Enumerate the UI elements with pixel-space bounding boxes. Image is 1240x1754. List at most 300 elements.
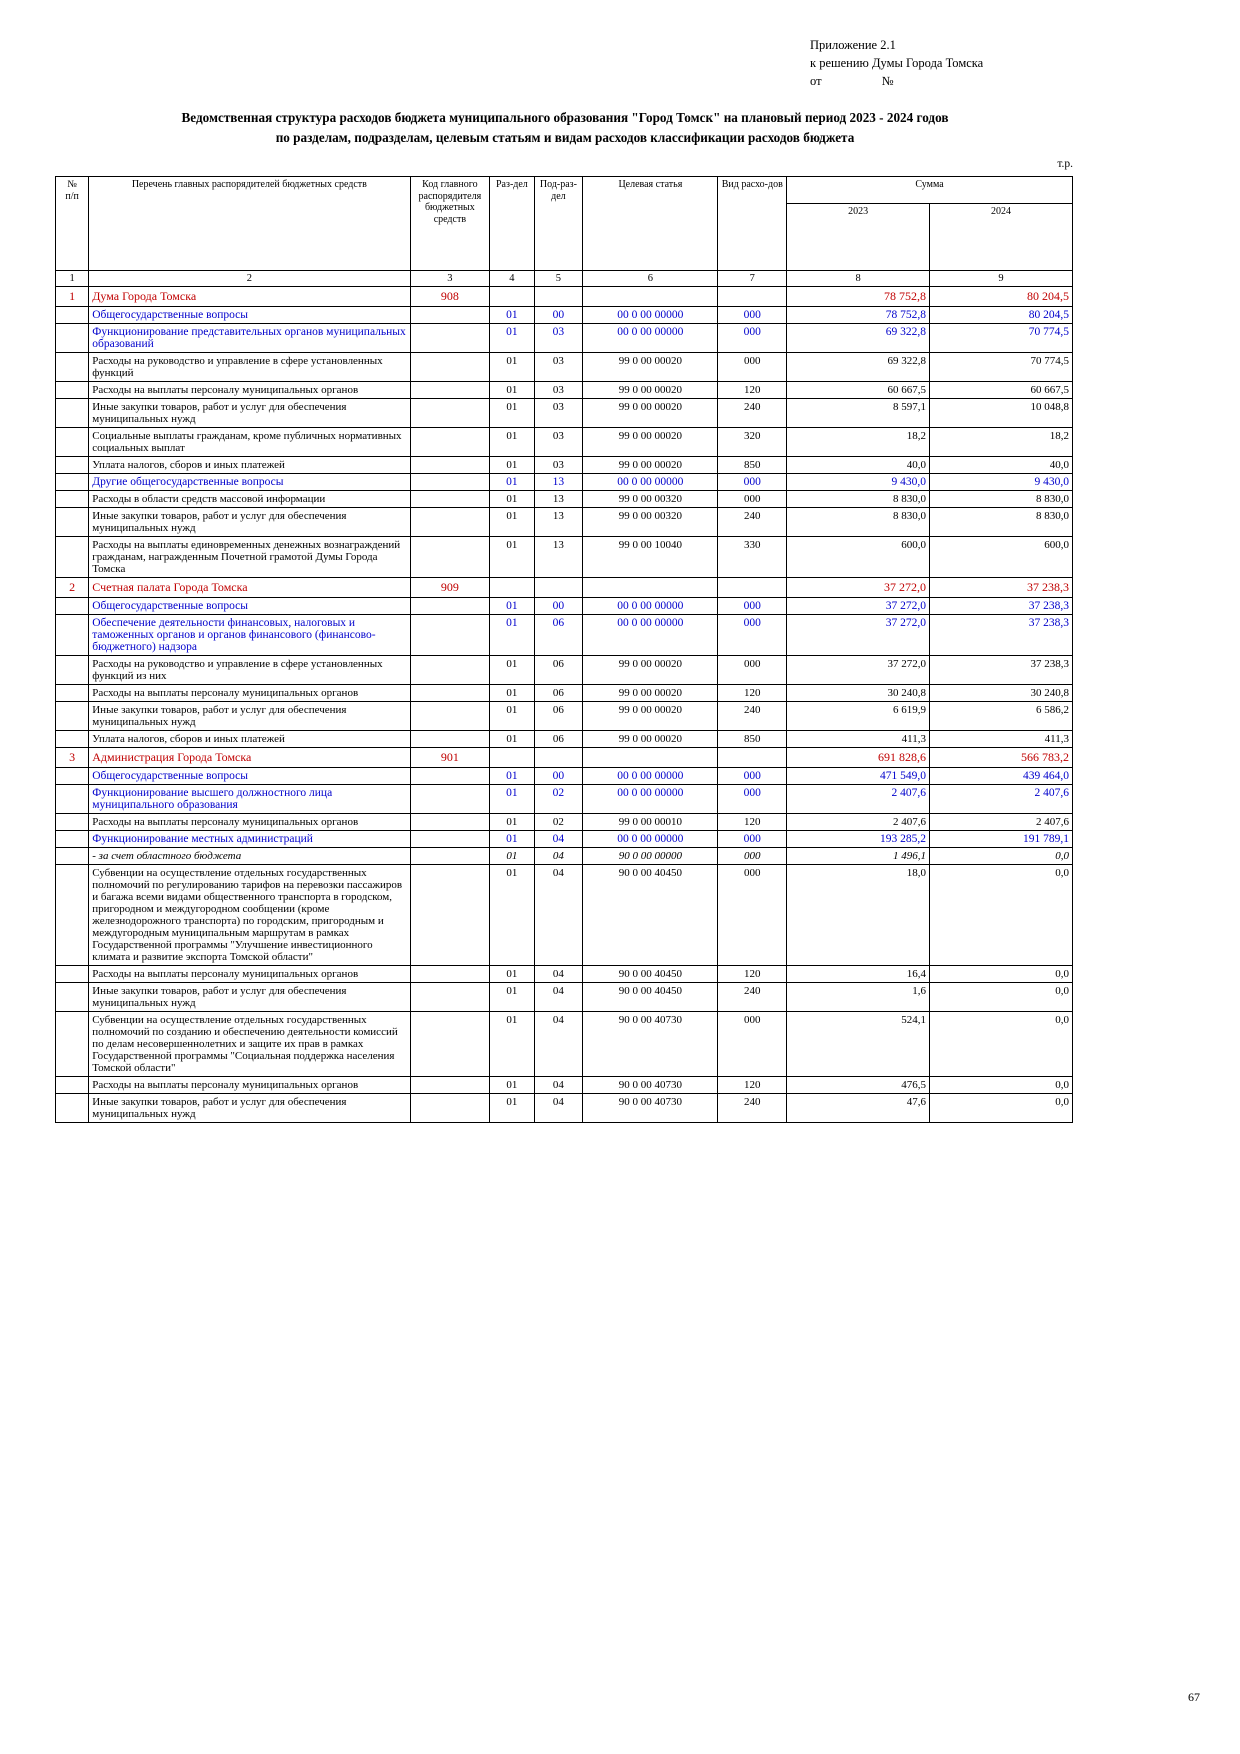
cell-name: Другие общегосударственные вопросы (89, 474, 410, 491)
cell-razdel (490, 748, 534, 768)
cell-razdel: 01 (490, 1077, 534, 1094)
cell-podrazdel: 02 (534, 785, 583, 814)
cell-expense-type: 240 (718, 983, 787, 1012)
cell-row-number (56, 508, 89, 537)
cell-amount-2023: 69 322,8 (787, 324, 930, 353)
cell-razdel: 01 (490, 307, 534, 324)
cell-amount-2023: 8 830,0 (787, 508, 930, 537)
cell-razdel (490, 287, 534, 307)
cell-podrazdel: 13 (534, 491, 583, 508)
cell-target-article: 00 0 00 00000 (583, 768, 718, 785)
cell-chief-code (410, 831, 490, 848)
cell-expense-type: 320 (718, 428, 787, 457)
table-column-numbers-row (56, 271, 1073, 287)
cell-chief-code (410, 785, 490, 814)
cell-row-number (56, 785, 89, 814)
cell-name: Функционирование представительных органов муниципальных образований (89, 324, 410, 353)
cell-razdel: 01 (490, 508, 534, 537)
header-razdel: Раз-дел (490, 177, 534, 271)
table-row (56, 768, 1073, 785)
cell-amount-2023: 2 407,6 (787, 814, 930, 831)
cell-podrazdel: 06 (534, 731, 583, 748)
cell-chief-code (410, 814, 490, 831)
cell-chief-code (410, 685, 490, 702)
cell-razdel: 01 (490, 731, 534, 748)
cell-amount-2024: 191 789,1 (930, 831, 1073, 848)
cell-target-article: 90 0 00 00000 (583, 848, 718, 865)
cell-amount-2023: 78 752,8 (787, 287, 930, 307)
table-row (56, 1094, 1073, 1123)
cell-row-number: 2 (56, 578, 89, 598)
cell-expense-type: 120 (718, 1077, 787, 1094)
cell-amount-2024: 60 667,5 (930, 382, 1073, 399)
cell-podrazdel: 04 (534, 966, 583, 983)
cell-target-article: 00 0 00 00000 (583, 785, 718, 814)
cell-name: Расходы на выплаты персоналу муниципальных органов (89, 814, 410, 831)
cell-razdel: 01 (490, 966, 534, 983)
cell-expense-type: 000 (718, 615, 787, 656)
cell-name: Уплата налогов, сборов и иных платежей (89, 457, 410, 474)
cell-chief-code (410, 966, 490, 983)
cell-amount-2023: 37 272,0 (787, 656, 930, 685)
cell-chief-code (410, 428, 490, 457)
cell-razdel: 01 (490, 1094, 534, 1123)
colnum-8: 8 (787, 271, 930, 287)
colnum-2: 2 (89, 271, 410, 287)
cell-amount-2024: 37 238,3 (930, 615, 1073, 656)
table-row (56, 307, 1073, 324)
cell-chief-code (410, 508, 490, 537)
cell-target-article: 00 0 00 00000 (583, 598, 718, 615)
page-title (55, 108, 1075, 149)
cell-amount-2023: 1 496,1 (787, 848, 930, 865)
cell-amount-2024: 37 238,3 (930, 598, 1073, 615)
cell-amount-2023: 6 619,9 (787, 702, 930, 731)
cell-target-article: 99 0 00 00020 (583, 382, 718, 399)
cell-target-article: 99 0 00 00320 (583, 508, 718, 537)
cell-row-number (56, 685, 89, 702)
header-expense-type: Вид расхо-дов (718, 177, 787, 271)
cell-amount-2023: 691 828,6 (787, 748, 930, 768)
cell-amount-2024: 40,0 (930, 457, 1073, 474)
cell-row-number (56, 814, 89, 831)
cell-podrazdel: 00 (534, 768, 583, 785)
cell-target-article (583, 578, 718, 598)
cell-expense-type: 240 (718, 702, 787, 731)
cell-amount-2024: 2 407,6 (930, 814, 1073, 831)
cell-target-article: 90 0 00 40450 (583, 983, 718, 1012)
table-row (56, 287, 1073, 307)
table-row (56, 966, 1073, 983)
colnum-9: 9 (930, 271, 1073, 287)
cell-amount-2023: 78 752,8 (787, 307, 930, 324)
cell-name: Функционирование местных администраций (89, 831, 410, 848)
cell-expense-type (718, 578, 787, 598)
cell-razdel: 01 (490, 685, 534, 702)
cell-row-number (56, 307, 89, 324)
cell-razdel: 01 (490, 428, 534, 457)
cell-chief-code (410, 324, 490, 353)
cell-expense-type: 000 (718, 353, 787, 382)
cell-podrazdel: 04 (534, 983, 583, 1012)
cell-target-article: 90 0 00 40450 (583, 865, 718, 966)
cell-amount-2024: 70 774,5 (930, 353, 1073, 382)
cell-podrazdel: 04 (534, 1094, 583, 1123)
cell-row-number (56, 1094, 89, 1123)
cell-amount-2024: 2 407,6 (930, 785, 1073, 814)
cell-amount-2023: 1,6 (787, 983, 930, 1012)
cell-amount-2024: 9 430,0 (930, 474, 1073, 491)
cell-name: Расходы на выплаты персоналу муниципальных органов (89, 1077, 410, 1094)
cell-amount-2024: 411,3 (930, 731, 1073, 748)
table-row (56, 399, 1073, 428)
cell-name: Общегосударственные вопросы (89, 598, 410, 615)
cell-razdel: 01 (490, 702, 534, 731)
cell-expense-type: 000 (718, 785, 787, 814)
cell-expense-type: 000 (718, 768, 787, 785)
cell-row-number (56, 983, 89, 1012)
cell-podrazdel: 06 (534, 685, 583, 702)
table-row (56, 656, 1073, 685)
cell-razdel: 01 (490, 399, 534, 428)
cell-podrazdel: 00 (534, 598, 583, 615)
cell-chief-code (410, 491, 490, 508)
cell-row-number (56, 428, 89, 457)
cell-expense-type: 000 (718, 865, 787, 966)
cell-chief-code: 901 (410, 748, 490, 768)
cell-name: Расходы на руководство и управление в сфере установленных функций (89, 353, 410, 382)
cell-razdel: 01 (490, 768, 534, 785)
cell-row-number (56, 491, 89, 508)
cell-row-number: 1 (56, 287, 89, 307)
cell-target-article: 90 0 00 40730 (583, 1094, 718, 1123)
cell-name: Иные закупки товаров, работ и услуг для обеспечения муниципальных нужд (89, 702, 410, 731)
cell-podrazdel: 06 (534, 615, 583, 656)
table-row (56, 353, 1073, 382)
cell-expense-type: 120 (718, 814, 787, 831)
cell-amount-2023: 47,6 (787, 1094, 930, 1123)
cell-amount-2023: 69 322,8 (787, 353, 930, 382)
cell-row-number (56, 399, 89, 428)
cell-expense-type: 120 (718, 382, 787, 399)
cell-amount-2024: 37 238,3 (930, 656, 1073, 685)
cell-amount-2024: 0,0 (930, 848, 1073, 865)
cell-expense-type: 120 (718, 966, 787, 983)
table-row (56, 324, 1073, 353)
cell-razdel: 01 (490, 615, 534, 656)
table-row (56, 814, 1073, 831)
cell-podrazdel: 04 (534, 1077, 583, 1094)
cell-razdel: 01 (490, 382, 534, 399)
cell-expense-type: 850 (718, 457, 787, 474)
page-title-line2: по разделам, подразделам, целевым статьям и видам расходов классификации расходов бюджета (275, 130, 855, 146)
cell-target-article: 90 0 00 40730 (583, 1077, 718, 1094)
cell-row-number (56, 474, 89, 491)
cell-amount-2023: 30 240,8 (787, 685, 930, 702)
cell-amount-2024: 0,0 (930, 1012, 1073, 1077)
cell-row-number (56, 1077, 89, 1094)
cell-chief-code (410, 983, 490, 1012)
cell-podrazdel: 04 (534, 848, 583, 865)
cell-name: Счетная палата Города Томска (89, 578, 410, 598)
cell-podrazdel: 13 (534, 537, 583, 578)
page-title-line1: Ведомственная структура расходов бюджета муниципального образования "Город Томск" на плановый период 2023 - 2024 годов (181, 110, 949, 125)
cell-target-article: 99 0 00 00020 (583, 656, 718, 685)
cell-chief-code (410, 848, 490, 865)
cell-podrazdel: 04 (534, 1012, 583, 1077)
table-row (56, 702, 1073, 731)
cell-target-article: 99 0 00 00020 (583, 685, 718, 702)
cell-razdel (490, 578, 534, 598)
cell-row-number (56, 865, 89, 966)
cell-amount-2023: 193 285,2 (787, 831, 930, 848)
cell-expense-type: 000 (718, 474, 787, 491)
cell-row-number (56, 457, 89, 474)
cell-chief-code (410, 399, 490, 428)
header-name: Перечень главных распорядителей бюджетных средств (89, 177, 410, 271)
cell-podrazdel: 06 (534, 702, 583, 731)
cell-row-number (56, 702, 89, 731)
cell-podrazdel: 02 (534, 814, 583, 831)
cell-row-number (56, 598, 89, 615)
cell-target-article (583, 287, 718, 307)
cell-chief-code (410, 1077, 490, 1094)
cell-name: Расходы на выплаты единовременных денежных вознаграждений гражданам, награжденным Почетной грамотой Думы Города Томска (89, 537, 410, 578)
table-row (56, 474, 1073, 491)
header-np: № п/п (56, 177, 89, 271)
table-row (56, 1012, 1073, 1077)
cell-name: Уплата налогов, сборов и иных платежей (89, 731, 410, 748)
header-target-article: Целевая статья (583, 177, 718, 271)
cell-target-article: 00 0 00 00000 (583, 474, 718, 491)
cell-expense-type: 000 (718, 831, 787, 848)
cell-razdel: 01 (490, 1012, 534, 1077)
cell-expense-type: 240 (718, 1094, 787, 1123)
cell-amount-2024: 8 830,0 (930, 491, 1073, 508)
table-row (56, 1077, 1073, 1094)
cell-chief-code (410, 307, 490, 324)
cell-expense-type (718, 748, 787, 768)
cell-amount-2023: 411,3 (787, 731, 930, 748)
cell-razdel: 01 (490, 656, 534, 685)
cell-podrazdel (534, 287, 583, 307)
table-header-row (56, 177, 1073, 204)
cell-row-number (56, 1012, 89, 1077)
cell-chief-code: 908 (410, 287, 490, 307)
cell-row-number: 3 (56, 748, 89, 768)
cell-target-article: 00 0 00 00000 (583, 615, 718, 656)
cell-row-number (56, 966, 89, 983)
table-row (56, 785, 1073, 814)
cell-razdel: 01 (490, 814, 534, 831)
cell-name: Иные закупки товаров, работ и услуг для обеспечения муниципальных нужд (89, 399, 410, 428)
cell-amount-2023: 2 407,6 (787, 785, 930, 814)
cell-podrazdel: 03 (534, 428, 583, 457)
cell-name: Иные закупки товаров, работ и услуг для обеспечения муниципальных нужд (89, 508, 410, 537)
table-row (56, 537, 1073, 578)
header-code: Код главного распорядителя бюджетных средств (410, 177, 490, 271)
cell-name: Обеспечение деятельности финансовых, налоговых и таможенных органов и органов финансового (финансово-бюджетного) надзора (89, 615, 410, 656)
cell-razdel: 01 (490, 983, 534, 1012)
cell-row-number (56, 353, 89, 382)
cell-chief-code (410, 353, 490, 382)
cell-razdel: 01 (490, 457, 534, 474)
cell-amount-2023: 9 430,0 (787, 474, 930, 491)
cell-row-number (56, 768, 89, 785)
cell-chief-code (410, 731, 490, 748)
cell-chief-code (410, 702, 490, 731)
appendix-number-label: № (881, 74, 894, 89)
cell-amount-2023: 8 597,1 (787, 399, 930, 428)
cell-amount-2024: 0,0 (930, 1077, 1073, 1094)
cell-amount-2023: 18,0 (787, 865, 930, 966)
header-year-2023: 2023 (787, 204, 930, 271)
cell-razdel: 01 (490, 865, 534, 966)
colnum-4: 4 (490, 271, 534, 287)
cell-row-number (56, 656, 89, 685)
header-year-2024: 2024 (930, 204, 1073, 271)
cell-target-article: 90 0 00 40730 (583, 1012, 718, 1077)
table-row (56, 508, 1073, 537)
colnum-3: 3 (410, 271, 490, 287)
cell-amount-2024: 0,0 (930, 966, 1073, 983)
cell-podrazdel: 03 (534, 353, 583, 382)
cell-target-article: 90 0 00 40450 (583, 966, 718, 983)
cell-name: Расходы на выплаты персоналу муниципальных органов (89, 966, 410, 983)
cell-amount-2023: 471 549,0 (787, 768, 930, 785)
table-row (56, 865, 1073, 966)
cell-target-article: 99 0 00 00010 (583, 814, 718, 831)
cell-razdel: 01 (490, 474, 534, 491)
cell-amount-2024: 0,0 (930, 1094, 1073, 1123)
cell-expense-type: 000 (718, 324, 787, 353)
cell-amount-2024: 439 464,0 (930, 768, 1073, 785)
cell-amount-2023: 476,5 (787, 1077, 930, 1094)
cell-name: Социальные выплаты гражданам, кроме публичных нормативных социальных выплат (89, 428, 410, 457)
cell-razdel: 01 (490, 785, 534, 814)
cell-razdel: 01 (490, 848, 534, 865)
cell-razdel: 01 (490, 598, 534, 615)
cell-amount-2023: 37 272,0 (787, 598, 930, 615)
cell-name: Функционирование высшего должностного лица муниципального образования (89, 785, 410, 814)
budget-table (55, 176, 1073, 1123)
cell-podrazdel: 03 (534, 457, 583, 474)
cell-target-article: 00 0 00 00000 (583, 324, 718, 353)
cell-row-number (56, 731, 89, 748)
colnum-5: 5 (534, 271, 583, 287)
cell-target-article: 00 0 00 00000 (583, 307, 718, 324)
cell-podrazdel: 13 (534, 508, 583, 537)
cell-row-number (56, 382, 89, 399)
cell-expense-type: 000 (718, 598, 787, 615)
cell-expense-type: 000 (718, 1012, 787, 1077)
cell-name: Общегосударственные вопросы (89, 307, 410, 324)
cell-expense-type: 330 (718, 537, 787, 578)
cell-amount-2023: 40,0 (787, 457, 930, 474)
cell-podrazdel: 04 (534, 831, 583, 848)
table-row (56, 428, 1073, 457)
cell-name: Общегосударственные вопросы (89, 768, 410, 785)
cell-podrazdel (534, 748, 583, 768)
table-row (56, 382, 1073, 399)
cell-expense-type: 120 (718, 685, 787, 702)
cell-amount-2023: 37 272,0 (787, 578, 930, 598)
cell-expense-type: 240 (718, 399, 787, 428)
cell-target-article: 99 0 00 10040 (583, 537, 718, 578)
cell-name: - за счет областного бюджета (89, 848, 410, 865)
cell-amount-2024: 0,0 (930, 983, 1073, 1012)
cell-razdel: 01 (490, 353, 534, 382)
appendix-from-label: от (810, 74, 822, 89)
cell-podrazdel: 13 (534, 474, 583, 491)
appendix-reference (810, 36, 983, 90)
cell-amount-2024: 70 774,5 (930, 324, 1073, 353)
appendix-date-number (810, 72, 983, 90)
cell-row-number (56, 848, 89, 865)
cell-row-number (56, 324, 89, 353)
cell-target-article: 99 0 00 00020 (583, 353, 718, 382)
cell-chief-code (410, 474, 490, 491)
cell-amount-2024: 10 048,8 (930, 399, 1073, 428)
table-row (56, 457, 1073, 474)
cell-chief-code (410, 615, 490, 656)
header-sum: Сумма (787, 177, 1073, 204)
cell-podrazdel: 04 (534, 865, 583, 966)
table-row (56, 685, 1073, 702)
cell-amount-2024: 8 830,0 (930, 508, 1073, 537)
cell-target-article: 99 0 00 00020 (583, 399, 718, 428)
cell-chief-code (410, 537, 490, 578)
cell-razdel: 01 (490, 491, 534, 508)
cell-expense-type: 850 (718, 731, 787, 748)
cell-podrazdel (534, 578, 583, 598)
table-row (56, 615, 1073, 656)
table-row (56, 831, 1073, 848)
cell-expense-type: 000 (718, 307, 787, 324)
cell-amount-2023: 16,4 (787, 966, 930, 983)
cell-razdel: 01 (490, 831, 534, 848)
cell-target-article (583, 748, 718, 768)
cell-amount-2023: 600,0 (787, 537, 930, 578)
page-number: 67 (1188, 1690, 1200, 1704)
table-row (56, 748, 1073, 768)
cell-name: Расходы в области средств массовой информации (89, 491, 410, 508)
cell-name: Расходы на руководство и управление в сфере установленных функций из них (89, 656, 410, 685)
cell-podrazdel: 00 (534, 307, 583, 324)
colnum-6: 6 (583, 271, 718, 287)
cell-target-article: 99 0 00 00020 (583, 731, 718, 748)
table-row (56, 491, 1073, 508)
cell-chief-code (410, 457, 490, 474)
cell-amount-2024: 566 783,2 (930, 748, 1073, 768)
cell-expense-type (718, 287, 787, 307)
cell-razdel: 01 (490, 324, 534, 353)
table-row (56, 848, 1073, 865)
cell-amount-2024: 18,2 (930, 428, 1073, 457)
cell-expense-type: 000 (718, 491, 787, 508)
cell-chief-code (410, 1012, 490, 1077)
units-label: т.р. (1057, 158, 1073, 170)
cell-chief-code (410, 382, 490, 399)
cell-amount-2024: 80 204,5 (930, 287, 1073, 307)
cell-row-number (56, 537, 89, 578)
cell-chief-code (410, 656, 490, 685)
cell-expense-type: 240 (718, 508, 787, 537)
cell-row-number (56, 831, 89, 848)
cell-amount-2024: 30 240,8 (930, 685, 1073, 702)
cell-razdel: 01 (490, 537, 534, 578)
table-row (56, 731, 1073, 748)
